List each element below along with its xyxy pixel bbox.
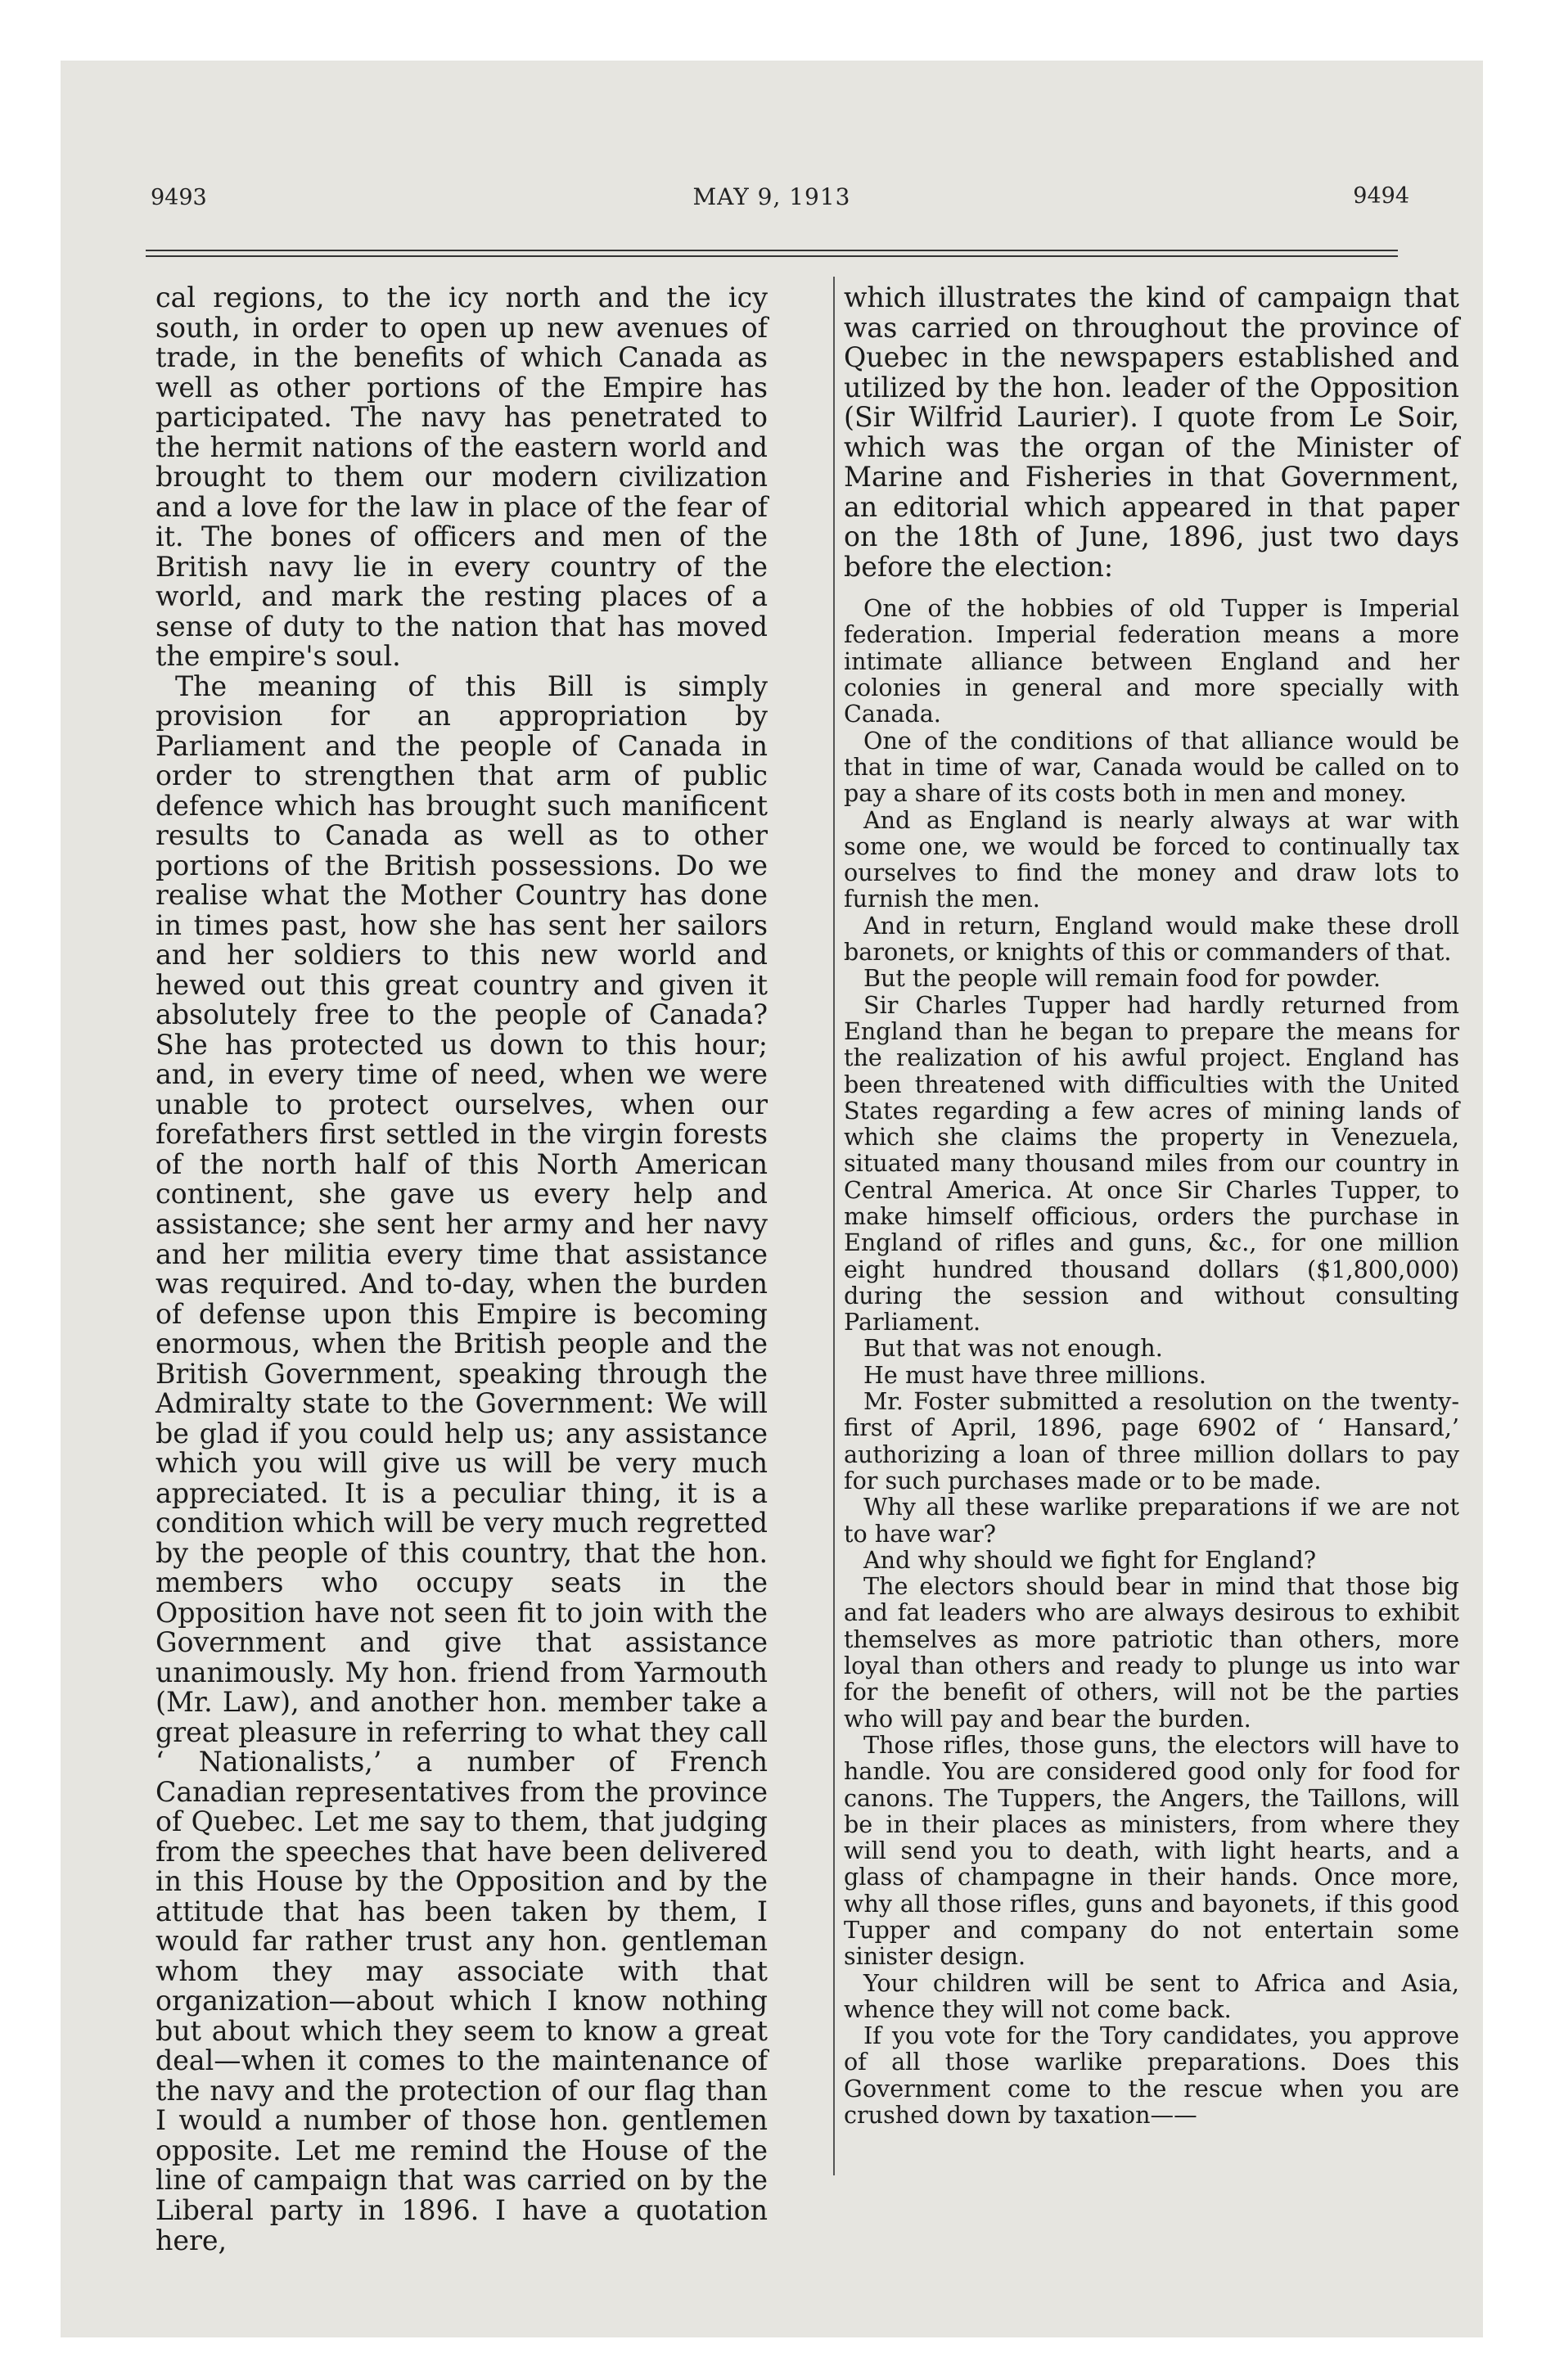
header-date: MAY 9, 1913 xyxy=(692,183,851,210)
quote-paragraph-1: One of the hobbies of old Tupper is Imperial federation. Imperial federation means a more intimate alliance between England and her colonies in general and more specially with Canada. xyxy=(844,594,1459,728)
page-number-right: 9494 xyxy=(1353,183,1409,209)
quote-paragraph-10: Why all these warlike preparations if we are not to have war? xyxy=(844,1493,1459,1548)
left-column xyxy=(156,283,768,2256)
left-paragraph-2: The meaning of this Bill is simply provision for an appropriation by Parliament and the people of Canada in order to strengthen that arm of public defence which has brought such manificent results to Canada as well as to other portions of the British possessions. Do we realise what the Mother Country has done in times past, how she has sent her sailors and her soldiers to this new world and hewed out this great country and given it absolutely free to the people of Canada? She has protected us down to this hour; and, in every time of need, when we were unable to protect ourselves, when our forefathers first settled in the virgin forests of the north half of this North American continent, she gave us every help and assistance; she sent her army and her navy and her militia every time that assistance was required. And to-day, when the burden of defense upon this Empire is becoming enormous, when the British people and the British Government, speaking through the Admiralty state to the Government: We will be glad if you could help us; any assistance which you will give us will be very much appreciated. It is a peculiar thing, it is a condition which will be very much regretted by the people of this country, that the hon. members who occupy seats in the Opposition have not seen fit to join with the Government and give that assistance unanimously. My hon. friend from Yarmouth (Mr. Law), and another hon. member take a great pleasure in referring to what they call ‘ Nationalists,’ a number of French Canadian representatives from the province of Quebec. Let me say to them, that judging from the speeches that have been delivered in this House by the Opposition and by the attitude that has been taken by them, I would far rather trust any hon. gentleman whom they may associate with that organization—about which I know nothing but about which they seem to know a great deal—when it comes to the maintenance of the navy and the protection of our flag than I would a number of those hon. gentlemen opposite. Let me remind the House of the line of campaign that was carried on by the Liberal party in 1896. I have a quotation here, xyxy=(156,669,768,2256)
quote-paragraph-14: Your children will be sent to Africa and Asia, whence they will not come back. xyxy=(844,1968,1459,2023)
quote-paragraph-11: And why should we fight for England? xyxy=(863,1545,1317,1574)
header-rule-top xyxy=(146,250,1398,251)
quote-paragraph-6: Sir Charles Tupper had hardly returned from England than he began to prepare the means for the realization of his awful project. England has been threatened with difficulties with the United States regarding a few acres of mining lands of which she claims the property in Venezuela, situated many thousand miles from our country in Central America. At once Sir Charles Tupper, to make himself officious, orders the purchase in England of rifles and guns, &c., for one million eight hundred thousand dollars ($1,800,000) during the session and without consulting Parliament. xyxy=(844,990,1459,1336)
quote-paragraph-13: Those rifles, those guns, the electors will have to handle. You are considered good only for food for canons. The Tuppers, the Angers, the Taillons, will be in their places as ministers, from where they will send you to death, with light hearts, and a glass of champagne in their hands. Once more, why all those rifles, guns and bayonets, if this good Tupper and company do not entertain some sinister design. xyxy=(844,1730,1459,1971)
quote-paragraph-5: But the people will remain food for powder. xyxy=(863,964,1381,993)
page-sheet xyxy=(61,61,1483,2337)
quote-paragraph-8: He must have three millions. xyxy=(863,1360,1206,1389)
left-paragraph-1: cal regions, to the icy north and the icy south, in order to open up new avenues of trade, in the benefits of which Canada as well as other portions of the Empire has participated. The navy has penetrated to the hermit nations of the eastern world and brought to them our modern civilization and a love for the law in place of the fear of it. The bones of officers and men of the British navy lie in every country of the world, and mark the resting places of a sense of duty to the nation that has moved the empire's soul. xyxy=(156,282,768,673)
quote-paragraph-12: The electors should bear in mind that those big and fat leaders who are always desirous to exhibit themselves as more patriotic than others, more loyal than others and ready to plunge us into war for the benefit of others, will not be the parties who will pay and bear the burden. xyxy=(844,1572,1459,1733)
right-column xyxy=(844,283,1459,2128)
editorial-quote xyxy=(844,595,1459,2128)
page-number-left: 9493 xyxy=(151,185,207,210)
column-divider xyxy=(833,277,835,2175)
header-rule-bottom xyxy=(146,255,1398,257)
quote-paragraph-9: Mr. Foster submitted a resolution on the twenty-first of April, 1896, page 6902 of ‘ Hansard,’ authorizing a loan of three million dollars to pay for such purchases made or to be made. xyxy=(844,1387,1459,1494)
running-head xyxy=(61,61,1483,224)
quote-paragraph-2: One of the conditions of that alliance would be that in time of war, Canada would be called on to pay a share of its costs both in men and money. xyxy=(844,726,1459,808)
quote-paragraph-15: If you vote for the Tory candidates, you approve of all those warlike preparations. Does this Government come to the rescue when you are crushed down by taxation—— xyxy=(844,2022,1459,2130)
quote-paragraph-4: And in return, England would make these droll baronets, or knights of this or commanders of that. xyxy=(844,911,1459,967)
right-intro-paragraph: which illustrates the kind of campaign that was carried on throughout the province of Quebec in the newspapers established and utilized by the hon. leader of the Opposition (Sir Wilfrid Laurier). I quote from Le Soir, which was the organ of the Minister of Marine and Fisheries in that Government, an editorial which appeared in that paper on the 18th of June, 1896, just two days before the election: xyxy=(844,282,1459,583)
quote-paragraph-7: But that was not enough. xyxy=(863,1334,1163,1363)
quote-paragraph-3: And as England is nearly always at war with some one, we would be forced to continually tax ourselves to find the money and draw lots to furnish the men. xyxy=(844,805,1459,913)
